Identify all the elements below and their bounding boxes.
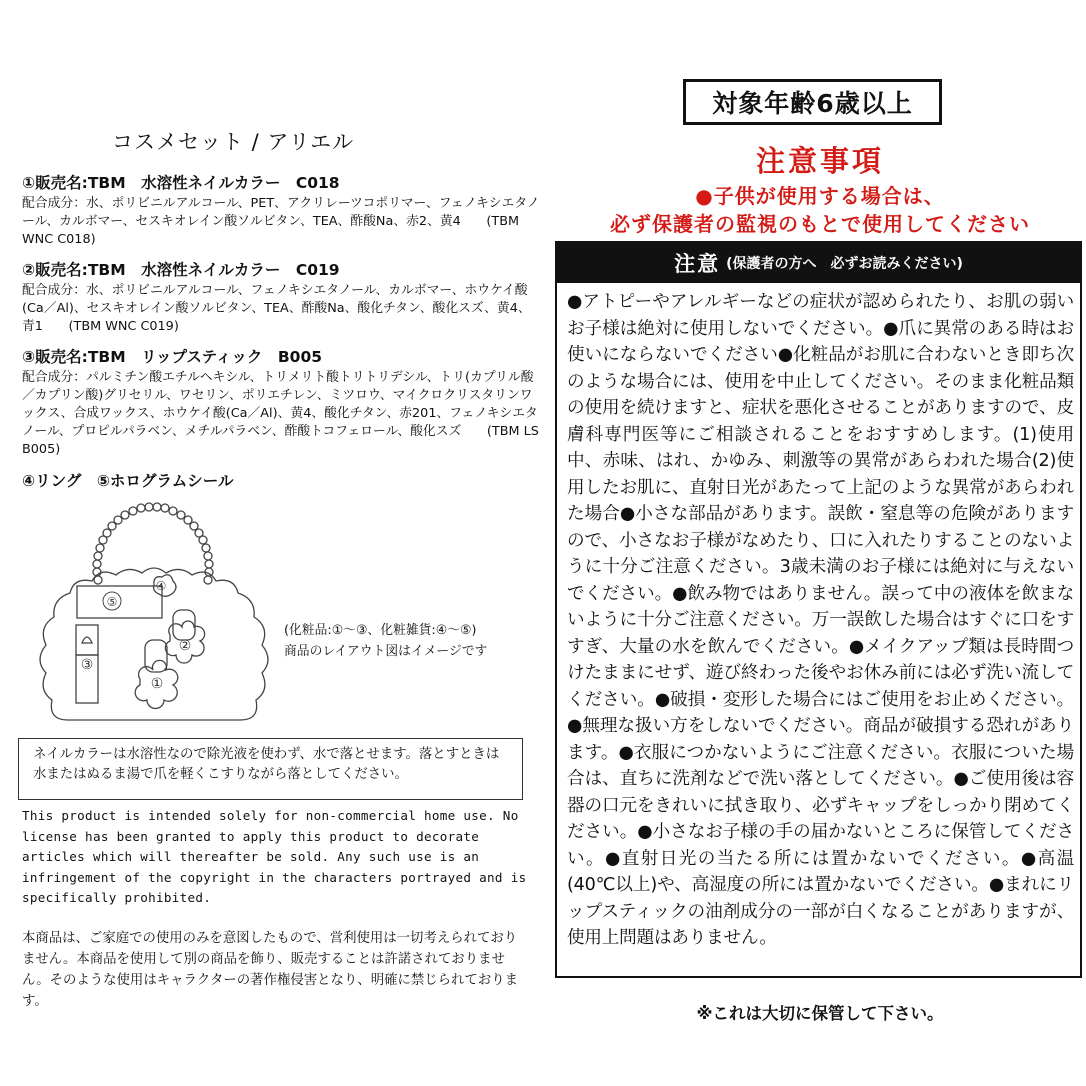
notice-header [557,243,1080,283]
layout-diagram [30,495,280,735]
item-name: ②販売名:TBM 水溶性ネイルカラー C019 [22,261,340,279]
diagram-label-2: ② [178,638,192,654]
diagram-label-4: ④ [155,579,167,593]
product-item-lipstick-b005 [22,346,542,459]
layout-note-categories: (化粧品:①～③、化粧雑貨:④～⑤) [284,623,477,638]
diagram-label-5: ⑤ [106,595,118,609]
product-title: コスメセット / アリエル [112,130,355,154]
notice-body: ●アトピーやアレルギーなどの症状が認められたり、お肌の弱いお子様は絶対に使用しないでください。●爪に異常のある時はお使いにならないでください●化粧品がお肌に合わないとき即ち次のような場合には、使用を中止してください。そのまま化粧品類の使用を続けますと、症状を悪化させることがありますので、皮膚科専門医等にご相談されることをおすすめします。(1)使用中、赤味、はれ、かゆみ、刺激等の異常があらわれた場合(2)使用したお肌に、直射日光があたって上記のような異常があらわれた場合●小さな部品があります。誤飲・窒息等の危険がありますので、小さなお子様がなめたり、口に入れたりすることのないように十分ご注意ください。3歳未満のお子様には絶対に与えないでください。●飲み物ではありません。誤って中の液体を飲まないように十分ご注意ください。万一誤飲した場合はすぐに口をすすぎ、大量の水を飲んでください。●メイクアップ類は長時間つけたままにせず、遊び終わった後やお休み前には必ず洗い流してください。●破損・変形した場合にはご使用をお止めください。●無理な扱い方をしないでください。商品が破損する恐れがあります。●衣服につかないようにご注意ください。衣服についた場合は、直ちに洗剤などで洗い落としてください。●ご使用後は容器の口元をきれいに拭き取り、必ずキャップをしっかり閉めてください。●小さなお子様の手の届かないところに保管してください。●直射日光の当たる所には置かないでください。●高温(40℃以上)や、高湿度の所には置かないでください。●まれにリップスティックの油剤成分の一部が白くなることがありますが、使用上問題はありません。 [567,292,1074,948]
nail-bottle-c018 [135,640,178,709]
product-item-nail-c019 [22,259,542,336]
item-ingredients: 配合成分：パルミチン酸エチルヘキシル、トリメリト酸トリトリデシル、トリ(カプリル酸／カプリン酸)グリセリル、ワセリン、ポリエチレン、ミツロウ、マイクロクリスタリンワックス、合成ワックス、ホウケイ酸(Ca／Al)、黄4、酸化チタン、赤201、フェノキシエタノール、プロピルパラベン、メチルパラベン、酢酸トコフェロール、酸化スズ (TBM LS B005) [22,370,539,457]
license-notice-japanese: 本商品は、ご家庭での使用のみを意図したもので、営利使用は一切考えられておりません。本商品を使用して別の商品を飾り、販売することは許諾されておりません。そのような使用はキャラクターの著作権侵害となり、明確に禁じられております。 [22,931,518,1009]
caution-title: 注意事項 [755,144,884,178]
layout-note [284,620,487,662]
caution-line-1: ●子供が使用する場合は、 [695,184,945,208]
hologram-sticker [77,586,162,618]
notice-box [555,241,1082,978]
item-name: ①販売名:TBM 水溶性ネイルカラー C018 [22,174,340,192]
item-name: ③販売名:TBM リップスティック B005 [22,348,323,366]
age-recommendation-badge: 対象年齢6歳以上 [683,79,942,125]
nail-color-note: ネイルカラーは水溶性なので除光液を使わず、水で落とせます。落とすときは水またはぬるま湯で爪を軽くこすりながら落としてください。 [18,738,523,800]
notice-header-title: 注意 [674,252,721,276]
extras-list: ④リング ⑤ホログラムシール [22,472,234,490]
diagram-label-1: ① [150,676,164,692]
diagram-label-3: ③ [80,657,94,673]
item-ingredients: 配合成分：水、ポリビニルアルコール、フェノキシエタノール、カルボマー、ホウケイ酸(Ca／Al)、セスキオレイン酸ソルビタン、TEA、酢酸Na、酸化チタン、酸化スズ、黄4、青1 (TBM WNC C019) [22,283,531,334]
layout-note-disclaimer: 商品のレイアウト図はイメージです [284,644,488,659]
caution-line-2: 必ず保護者の監視のもとで使用してください [610,212,1030,236]
nail-bottle-c019 [165,610,204,663]
bead-handle [93,503,213,584]
notice-header-subtitle: (保護者の方へ 必ずお読みください) [726,256,963,272]
item-ingredients: 配合成分：水、ポリビニルアルコール、PET、アクリレーツコポリマー、フェノキシエタノール、カルボマー、セスキオレイン酸ソルビタン、TEA、酢酸Na、赤2、黄4 (TBM WNC C018) [22,196,540,247]
license-notice-english: This product is intended solely for non-commercial home use. No license has been granted to apply this product to decorate articles which will thereafter be sold. Any such use is an infringement of the copyright in the characters portrayed and is specifically prohibited. [22,808,527,905]
keep-note: ※これは大切に保管して下さい。 [696,1004,944,1023]
product-item-nail-c018 [22,172,542,249]
